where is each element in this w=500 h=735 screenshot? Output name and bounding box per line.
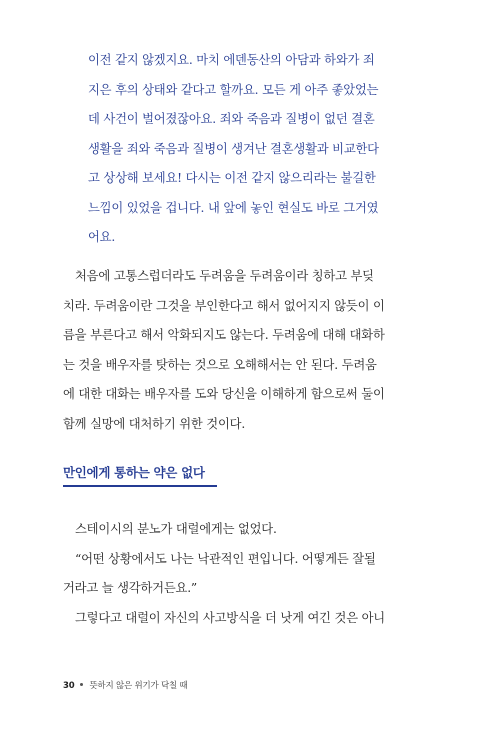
quote-line: 고 상상해 보세요! 다시는 이전 같지 않으리라는 불길한	[88, 171, 376, 185]
running-title: 뜻하지 않은 위기가 닥칠 때	[89, 681, 188, 691]
paragraph-line: 는 것을 배우자를 탓하는 것으로 오해해서는 안 된다. 두려움	[63, 357, 377, 372]
paragraph-line: 그렇다고 대럴이 자신의 사고방식을 더 낫게 여긴 것은 아니	[75, 610, 385, 625]
page-footer	[63, 679, 188, 691]
quote-line: 어요.	[88, 230, 116, 244]
paragraph-line: 거라고 늘 생각하거든요.”	[63, 581, 198, 595]
paragraph-line: “어떤 상황에서도 나는 낙관적인 편입니다. 어떻게든 잘될	[75, 551, 376, 566]
section-heading: 만인에게 통하는 약은 없다	[63, 463, 217, 487]
bullet-separator-icon	[80, 683, 83, 686]
quote-line: 지은 후의 상태와 같다고 할까요. 모든 게 아주 좋았었는	[88, 82, 379, 97]
page-number: 30	[63, 681, 75, 691]
paragraph-line: 함께 실망에 대처하기 위한 것이다.	[63, 416, 246, 431]
body-paragraph	[63, 262, 403, 439]
quote-line: 이전 같지 않겠지요. 마치 에덴동산의 아담과 하와가 죄	[88, 53, 375, 67]
body-paragraph	[63, 515, 403, 633]
paragraph-line: 스테이시의 분노가 대럴에게는 없었다.	[75, 522, 277, 536]
paragraph-line: 치라. 두려움이란 그것을 부인한다고 해서 없어지지 않듯이 이	[63, 298, 385, 313]
paragraph-line: 름을 부른다고 해서 악화되지도 않는다. 두려움에 대해 대화하	[63, 328, 385, 342]
paragraph-line: 처음에 고통스럽더라도 두려움을 두려움이라 칭하고 부딪	[75, 269, 374, 283]
quote-line: 느낌이 있었을 겁니다. 내 앞에 놓인 현실도 바로 그거였	[88, 200, 379, 215]
quote-block	[88, 46, 400, 253]
quote-line: 생활을 죄와 죽음과 질병이 생겨난 결혼생활과 비교한다	[88, 141, 379, 156]
quote-line: 데 사건이 벌어졌잖아요. 죄와 죽음과 질병이 없던 결혼	[88, 112, 375, 126]
paragraph-line: 에 대한 대화는 배우자를 도와 당신을 이해하게 함으로써 둘이	[63, 387, 385, 401]
